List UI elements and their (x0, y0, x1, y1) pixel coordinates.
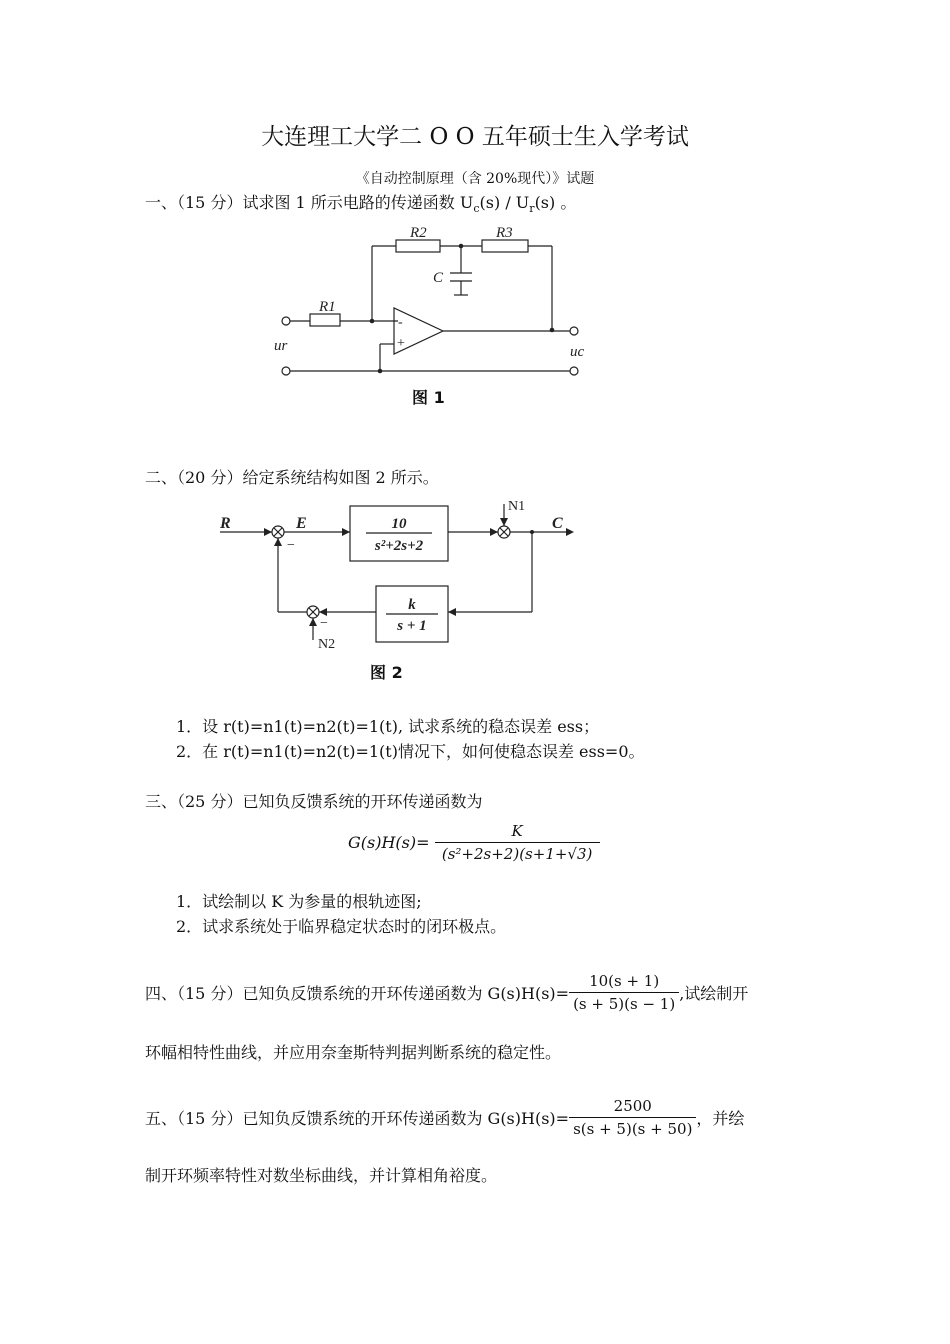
q4-denominator: (s + 5)(s − 1) (569, 992, 679, 1013)
opamp-plus: + (397, 336, 405, 351)
label-r3: R3 (496, 225, 513, 241)
figure-1-caption: 图 1 (412, 388, 445, 407)
resistor-r2 (396, 240, 440, 252)
question-2: 二、（20 分）给定系统结构如图 2 所示。 (145, 468, 439, 487)
opamp-minus: - (398, 315, 403, 330)
q5-numerator: 2500 (613, 1097, 652, 1115)
resistor-r1 (310, 314, 340, 326)
output-terminal-bottom (570, 367, 578, 375)
label-r2: R2 (410, 225, 427, 241)
label-e: E (296, 515, 307, 532)
question-4-line-2: 环幅相特性曲线，并应用奈奎斯特判据判断系统的稳定性。 (145, 1043, 562, 1062)
question-5: 五、（15 分）已知负反馈系统的开环传递函数为 G(s)H(s)= $\frac{2500}{s(s + 5)(s + 50)}$ ，并绘 (145, 1097, 745, 1138)
feedback-denominator: s + 1 (397, 618, 427, 634)
exam-title: 大连理工大学二 O O 五年硕士生入学考试 (261, 124, 689, 150)
minus-sign-1: − (287, 538, 295, 553)
question-1: 一、（15 分）试求图 1 所示电路的传递函数 $U_c(s) / U_r(s)$ 。 (145, 193, 577, 216)
question-3-formula: G(s)H(s)= $\frac{K}{\text{(s²+2s+2)(s+1+√3)}}$ (348, 822, 600, 863)
input-terminal-bottom (282, 367, 290, 375)
forward-denominator: s²+2s+2 (374, 538, 424, 554)
question-3-item-2: 2．试求系统处于临界稳定状态时的闭环极点。 (176, 917, 507, 936)
label-c: C (433, 270, 444, 286)
question-4: 四、（15 分）已知负反馈系统的开环传递函数为 G(s)H(s)= $\frac{10(s + 1)}{(s + 5)(s - 1)}$ ,试绘制开 (145, 972, 749, 1013)
q4-numerator: 10(s + 1) (589, 972, 660, 990)
question-3-item-1: 1．试绘制以 K 为参量的根轨迹图; (176, 892, 422, 911)
label-c: C (552, 515, 563, 532)
label-r: R (220, 515, 231, 532)
formula-denominator: (s²+2s+2)(s+1+√3) (435, 842, 600, 863)
formula-numerator: K (511, 822, 523, 840)
q5-denominator: s(s + 5)(s + 50) (569, 1117, 696, 1138)
label-ur: ur (274, 338, 288, 354)
feedback-numerator: k (408, 597, 416, 613)
exam-subtitle: 《自动控制原理（含 20%现代）》试题 (355, 171, 595, 187)
label-uc: uc (570, 344, 585, 360)
figure-2-caption: 图 2 (370, 663, 403, 682)
question-2-item-1: 1．设 r(t)=n1(t)=n2(t)=1(t), 试求系统的稳态误差 ess； (176, 717, 600, 736)
label-n1: N1 (508, 499, 526, 514)
question-5-line-2: 制开环频率特性对数坐标曲线，并计算相角裕度。 (145, 1166, 498, 1185)
label-r1: R1 (319, 299, 336, 315)
input-terminal-top (282, 317, 290, 325)
output-terminal-top (570, 327, 578, 335)
question-3: 三、（25 分）已知负反馈系统的开环传递函数为 (145, 792, 483, 811)
block-diagram-figure-2 (210, 490, 590, 660)
label-n2: N2 (318, 637, 336, 652)
resistor-r3 (482, 240, 528, 252)
minus-sign-2: − (320, 616, 328, 631)
forward-numerator: 10 (391, 516, 407, 532)
question-2-item-2: 2．在 r(t)=n1(t)=n2(t)=1(t)情况下，如何使稳态误差 ess=0。 (176, 742, 645, 761)
